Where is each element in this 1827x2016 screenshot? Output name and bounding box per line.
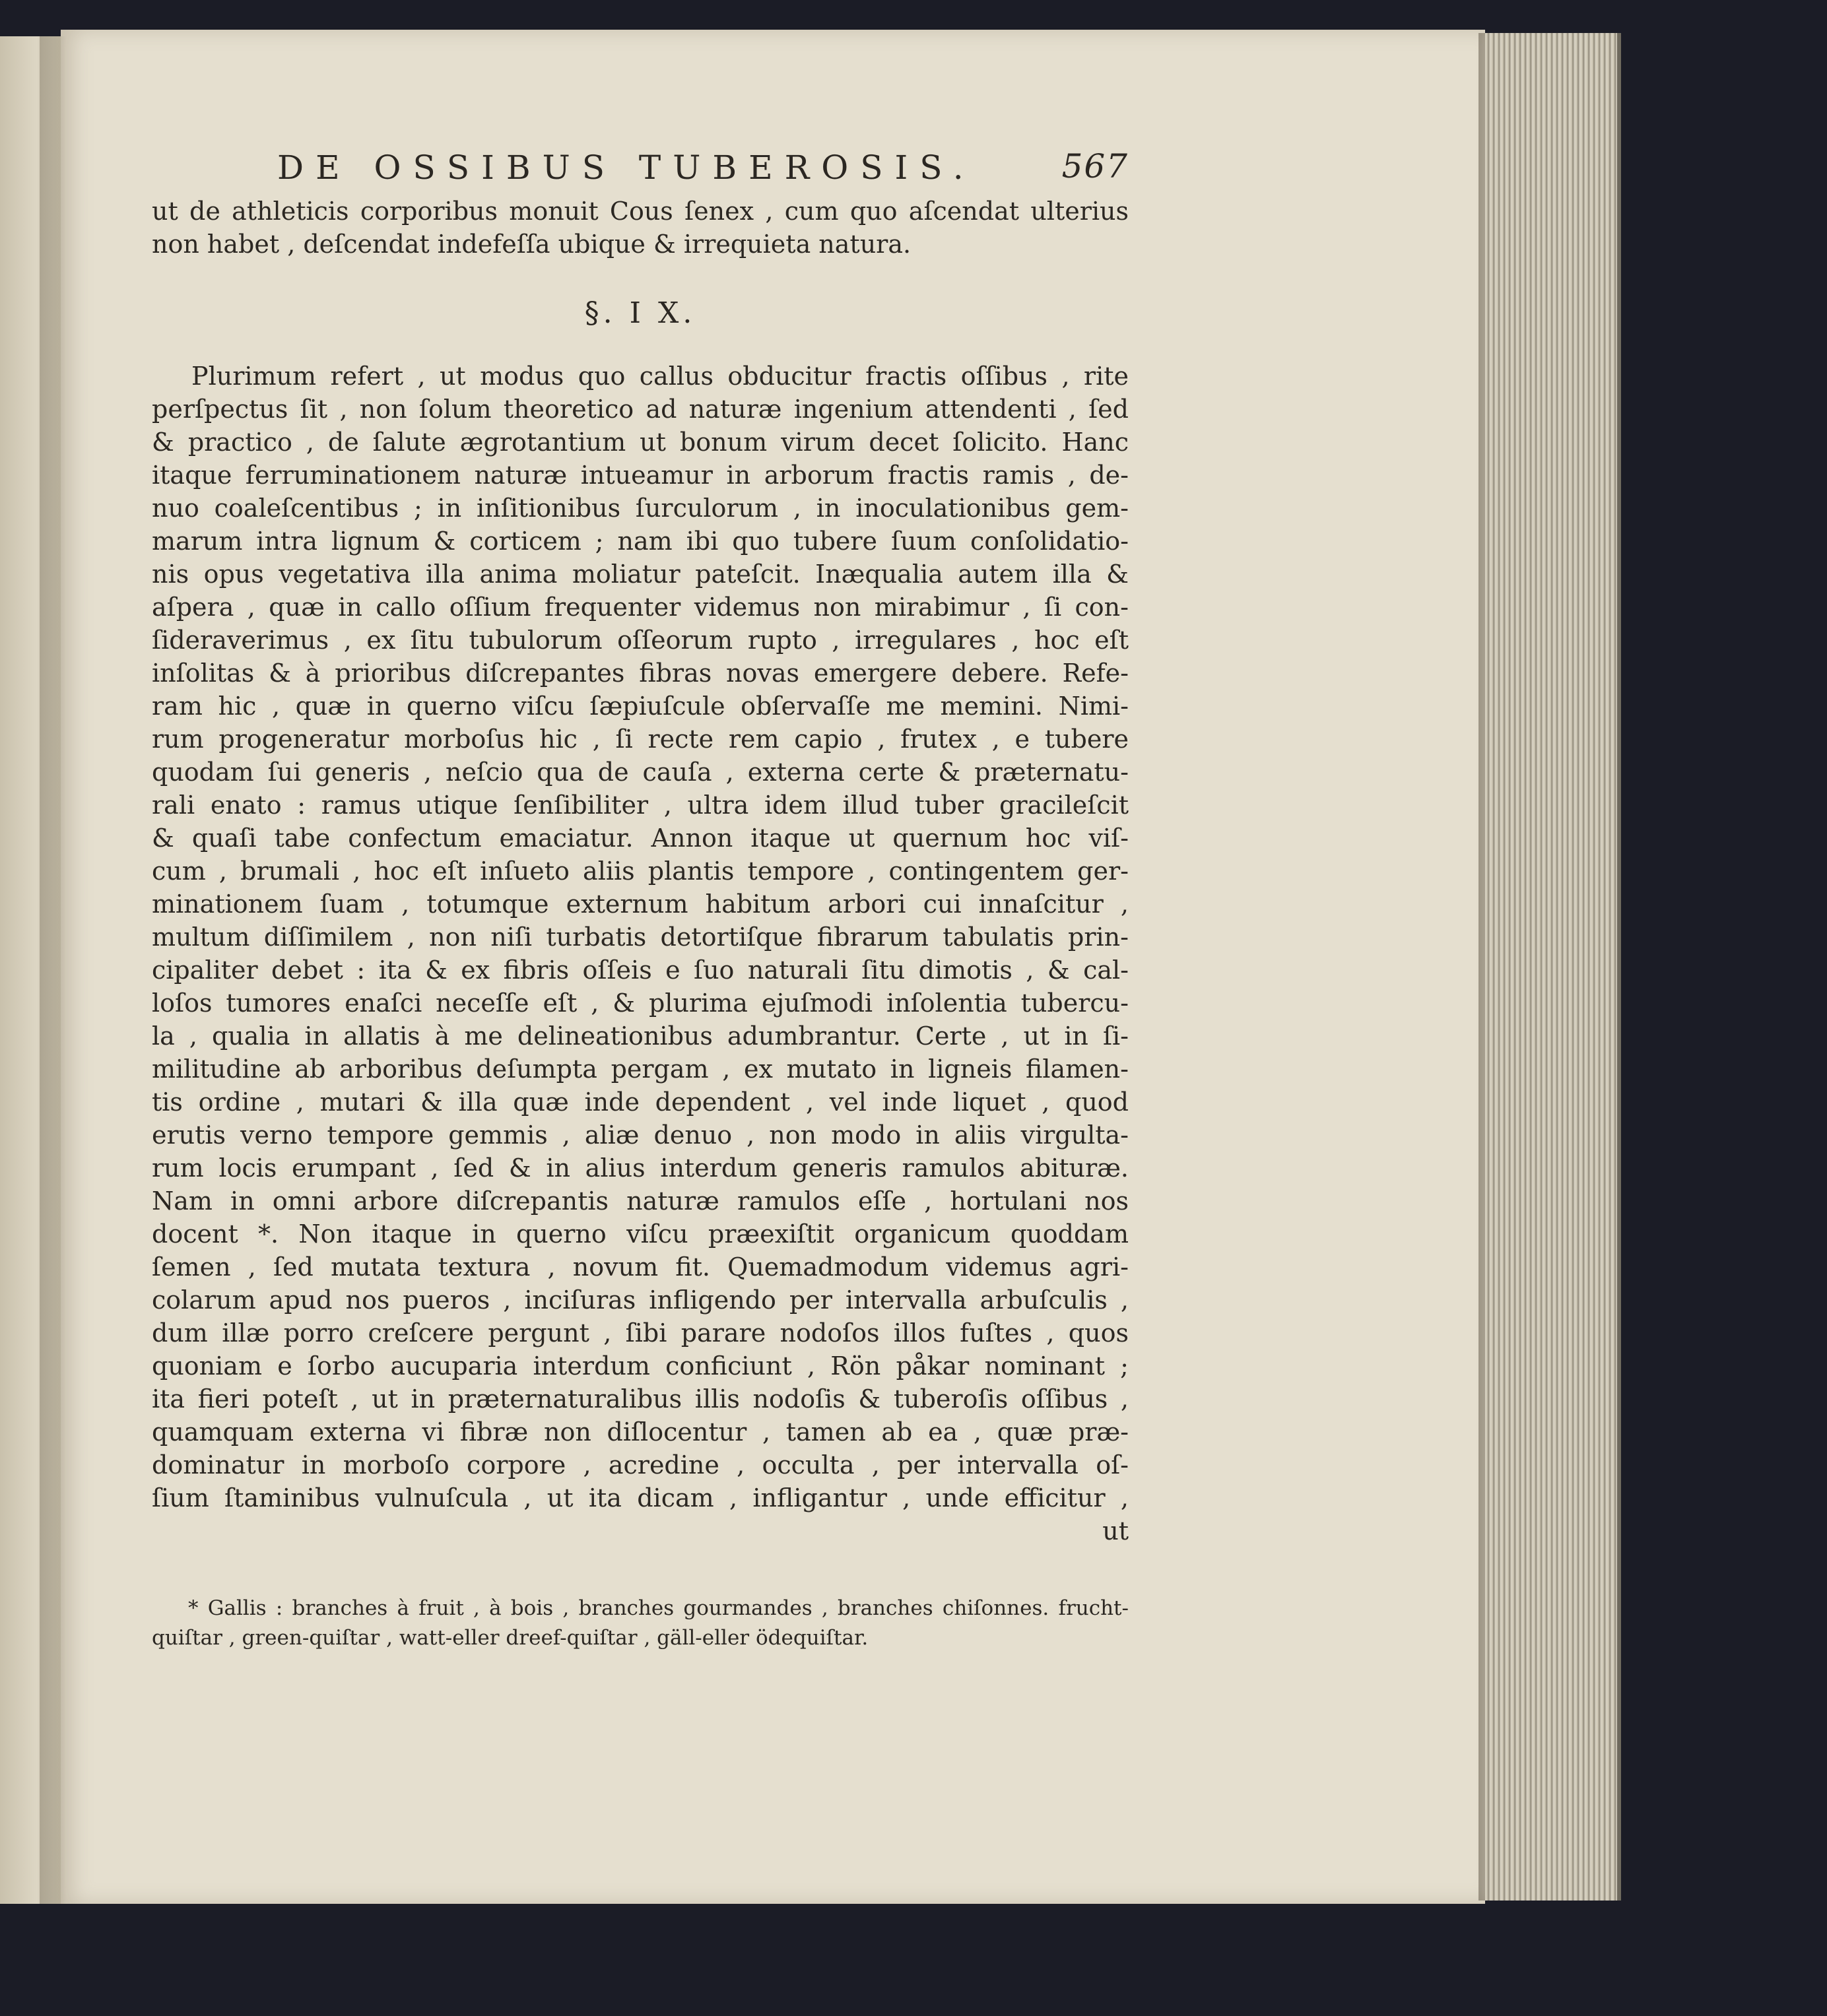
text-line: ſemen , ſed mutata textura , novum fit. Quemadmodum videmus agri- (152, 1252, 1129, 1282)
footnote (152, 1594, 1129, 1653)
catchword: ut (1102, 1516, 1129, 1545)
text-line: itaque ferruminationem naturæ intueamur in arborum fractis ramis , de- (152, 461, 1129, 490)
text-line: quamquam externa vi fibræ non diſlocentur , tamen ab ea , quæ præ- (152, 1417, 1129, 1447)
running-head-title: DE OSSIBUS TUBEROSIS. (277, 148, 976, 187)
text-line: cum , brumali , hoc eſt inſueto aliis plantis tempore , contingentem ger- (152, 857, 1129, 886)
text-line: & quaſi tabe confectum emaciatur. Annon itaque ut quernum hoc viſ- (152, 824, 1129, 853)
text-line: ut de athleticis corporibus monuit Cous ſenex , cum quo aſcendat ulterius (152, 197, 1129, 226)
text-line: colarum apud nos pueros , inciſuras infligendo per intervalla arbuſculis , (152, 1285, 1129, 1315)
text-line: militudine ab arboribus deſumpta pergam , ex mutato in ligneis filamen- (152, 1055, 1129, 1084)
text-line: quodam ſui generis , neſcio qua de cauſa , externa certe & præternatu- (152, 758, 1129, 787)
page-text (152, 135, 1129, 1653)
text-line: ram hic , quæ in querno viſcu ſæpiuſcule obſervaſſe me memini. Nimi- (152, 692, 1129, 721)
page-number: 567 (1061, 147, 1129, 185)
text-line: aſpera , quæ in callo oſſium frequenter videmus non mirabimur , ſi con- (152, 593, 1129, 622)
text-line: ita fieri poteſt , ut in præternaturalibus illis nodoſis & tuberoſis oſſibus , (152, 1384, 1129, 1414)
text-line: la , qualia in allatis à me delineationibus adumbrantur. Certe , ut in ſi- (152, 1022, 1129, 1051)
intro-paragraph (152, 195, 1129, 261)
section-heading: §. I X. (584, 296, 696, 330)
text-line: docent *. Non itaque in querno viſcu præexiſtit organicum quoddam (152, 1219, 1129, 1249)
text-line: tis ordine , mutari & illa quæ inde dependent , vel inde liquet , quod (152, 1088, 1129, 1117)
text-line: dum illæ porro creſcere pergunt , ſibi parare nodoſos illos fuſtes , quos (152, 1318, 1129, 1348)
running-head (152, 135, 1129, 195)
footnote-line: quiſtar , green-quiſtar , watt-eller dreef-quiſtar , gäll-eller ödequiſtar. (152, 1626, 869, 1650)
page-fore-edge (1485, 33, 1621, 1901)
text-line: rum progeneratur morboſus hic , ſi recte rem capio , frutex , e tubere (152, 725, 1129, 754)
text-line: cipaliter debet : ita & ex fibris oſſeis e ſuo naturali ſitu dimotis , & cal- (152, 956, 1129, 985)
text-line: perſpectus ſit , non ſolum theoretico ad naturæ ingenium attendenti , ſed (152, 395, 1129, 424)
text-line: multum diſſimilem , non niſi turbatis detortiſque fibrarum tabulatis prin- (152, 923, 1129, 952)
text-line: ſideraverimus , ex ſitu tubulorum oſſeorum rupto , irregulares , hoc eſt (152, 626, 1129, 655)
text-line: erutis verno tempore gemmis , aliæ denuo , non modo in aliis virgulta- (152, 1121, 1129, 1150)
text-line: non habet , deſcendat indefeſſa ubique & irrequieta natura. (152, 230, 912, 259)
text-line: & practico , de ſalute ægrotantium ut bonum virum decet ſolicito. Hanc (152, 428, 1129, 457)
text-line: quoniam e ſorbo aucuparia interdum conficiunt , Rön påkar nominant ; (152, 1351, 1129, 1381)
text-line: loſos tumores enaſci neceſſe eſt , & plurima ejuſmodi inſolentia tubercu- (152, 989, 1129, 1018)
text-line: rum locis erumpant , ſed & in alius interdum generis ramulos abituræ. (152, 1154, 1129, 1183)
footnote-line: * Gallis : branches à fruit , à bois , branches gourmandes , branches chiſonnes. frucht- (188, 1596, 1129, 1620)
text-line: dominatur in morboſo corpore , acredine , occulta , per intervalla oſ- (152, 1450, 1129, 1479)
text-line: ſium ſtaminibus vulnuſcula , ut ita dicam , infligantur , unde efficitur , (152, 1483, 1129, 1512)
text-line: Plurimum refert , ut modus quo callus obducitur fractis oſſibus , rite (191, 362, 1129, 391)
text-line: rali enato : ramus utique ſenſibiliter , ultra idem illud tuber gracileſcit (152, 791, 1129, 820)
text-line: Nam in omni arbore diſcrepantis naturæ ramulos eſſe , hortulani nos (152, 1187, 1129, 1216)
text-line: marum intra lignum & corticem ; nam ibi quo tubere ſuum conſolidatio- (152, 527, 1129, 556)
text-line: nuo coaleſcentibus ; in inſitionibus ſurculorum , in inoculationibus gem- (152, 494, 1129, 523)
text-line: minationem ſuam , totumque externum habitum arbori cui innaſcitur , (152, 890, 1129, 919)
text-line: inſolitas & à prioribus diſcrepantes fibras novas emergere debere. Refe- (152, 659, 1129, 688)
section-body (152, 360, 1129, 1547)
page-gutter (40, 36, 66, 1904)
text-line: nis opus vegetativa illa anima moliatur pateſcit. Inæqualia autem illa & (152, 560, 1129, 589)
